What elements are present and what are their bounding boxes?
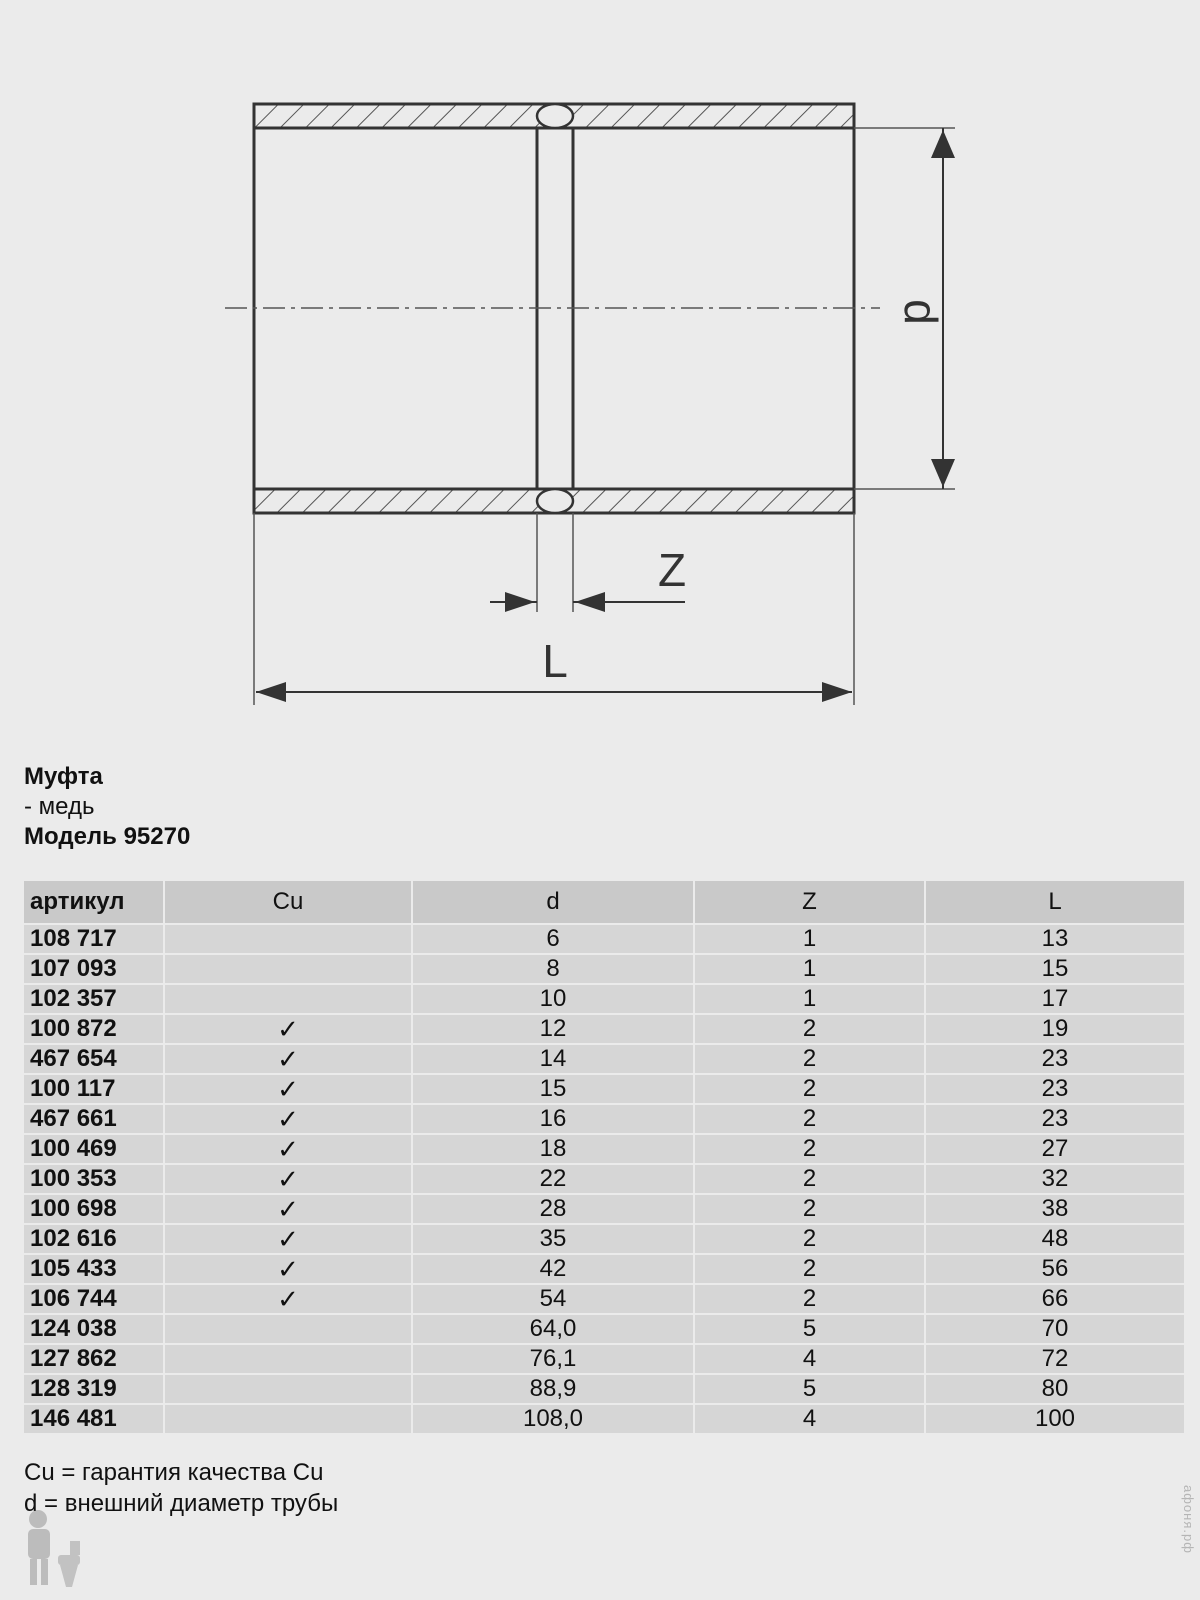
cell-l: 13 — [925, 924, 1184, 954]
cell-z: 2 — [694, 1224, 925, 1254]
table-row — [24, 1014, 1184, 1044]
cell-l: 23 — [925, 1104, 1184, 1134]
table-row — [24, 1254, 1184, 1284]
cell-article: 100 469 — [24, 1134, 164, 1164]
cell-d: 6 — [412, 924, 694, 954]
coupling-bottom-wall — [254, 489, 854, 513]
cell-d: 28 — [412, 1194, 694, 1224]
coupling-top-wall — [254, 104, 854, 128]
header-z: Z — [694, 881, 925, 924]
product-name: Муфта — [24, 763, 103, 790]
cell-cu — [164, 984, 412, 1014]
cell-z: 2 — [694, 1104, 925, 1134]
cell-l: 38 — [925, 1194, 1184, 1224]
table-row — [24, 1284, 1184, 1314]
cell-z: 2 — [694, 1164, 925, 1194]
cell-cu: ✓ — [164, 1134, 412, 1164]
table-header-row — [24, 881, 1184, 924]
table-row — [24, 984, 1184, 1014]
table-row — [24, 1224, 1184, 1254]
cell-z: 1 — [694, 954, 925, 984]
cell-cu — [164, 1314, 412, 1344]
label-d: d — [895, 299, 947, 325]
spec-table — [24, 881, 1184, 1435]
cell-l: 72 — [925, 1344, 1184, 1374]
cell-l: 27 — [925, 1134, 1184, 1164]
label-l: L — [542, 635, 568, 687]
product-material: - медь — [24, 793, 95, 820]
cell-d: 18 — [412, 1134, 694, 1164]
cell-article: 128 319 — [24, 1374, 164, 1404]
cell-d: 16 — [412, 1104, 694, 1134]
cell-cu: ✓ — [164, 1194, 412, 1224]
cell-d: 12 — [412, 1014, 694, 1044]
header-l: L — [925, 881, 1184, 924]
cell-article: 102 616 — [24, 1224, 164, 1254]
cell-article: 467 654 — [24, 1044, 164, 1074]
cell-article: 100 872 — [24, 1014, 164, 1044]
cell-cu: ✓ — [164, 1074, 412, 1104]
cell-article: 124 038 — [24, 1314, 164, 1344]
table-row — [24, 1164, 1184, 1194]
cell-l: 19 — [925, 1014, 1184, 1044]
header-article: артикул — [24, 881, 164, 924]
cell-l: 48 — [925, 1224, 1184, 1254]
cell-article: 100 353 — [24, 1164, 164, 1194]
cell-article: 106 744 — [24, 1284, 164, 1314]
dimension-z — [490, 513, 685, 612]
cell-l: 56 — [925, 1254, 1184, 1284]
label-z: Z — [657, 544, 687, 596]
table-row — [24, 1314, 1184, 1344]
table-row — [24, 1344, 1184, 1374]
cell-article: 105 433 — [24, 1254, 164, 1284]
cell-l: 23 — [925, 1044, 1184, 1074]
cell-article: 467 661 — [24, 1104, 164, 1134]
cell-article: 100 698 — [24, 1194, 164, 1224]
cell-d: 108,0 — [412, 1404, 694, 1434]
cell-cu: ✓ — [164, 1104, 412, 1134]
header-d: d — [412, 881, 694, 924]
table-row — [24, 1404, 1184, 1434]
cell-d: 14 — [412, 1044, 694, 1074]
cell-d: 10 — [412, 984, 694, 1014]
cell-l: 70 — [925, 1314, 1184, 1344]
cell-z: 2 — [694, 1044, 925, 1074]
cell-z: 2 — [694, 1254, 925, 1284]
cell-z: 2 — [694, 1194, 925, 1224]
table-row — [24, 1374, 1184, 1404]
cell-article: 107 093 — [24, 954, 164, 984]
cell-z: 4 — [694, 1344, 925, 1374]
cell-l: 66 — [925, 1284, 1184, 1314]
cell-z: 2 — [694, 1074, 925, 1104]
cell-cu: ✓ — [164, 1284, 412, 1314]
cell-z: 2 — [694, 1284, 925, 1314]
table-row — [24, 1074, 1184, 1104]
cell-cu — [164, 924, 412, 954]
cell-d: 54 — [412, 1284, 694, 1314]
side-watermark-text: афоня.рф — [1181, 1485, 1196, 1554]
cell-l: 17 — [925, 984, 1184, 1014]
header-cu: Cu — [164, 881, 412, 924]
table-row — [24, 1194, 1184, 1224]
cell-l: 80 — [925, 1374, 1184, 1404]
cell-cu — [164, 1374, 412, 1404]
cell-cu — [164, 1344, 412, 1374]
cell-z: 5 — [694, 1374, 925, 1404]
cell-cu: ✓ — [164, 1014, 412, 1044]
cell-cu: ✓ — [164, 1044, 412, 1074]
cell-cu — [164, 1404, 412, 1434]
cell-l: 23 — [925, 1074, 1184, 1104]
cell-cu: ✓ — [164, 1254, 412, 1284]
cell-d: 35 — [412, 1224, 694, 1254]
table-row — [24, 954, 1184, 984]
product-title-block — [24, 762, 190, 852]
cell-article: 108 717 — [24, 924, 164, 954]
cell-article: 127 862 — [24, 1344, 164, 1374]
cell-d: 76,1 — [412, 1344, 694, 1374]
cell-d: 64,0 — [412, 1314, 694, 1344]
cell-d: 8 — [412, 954, 694, 984]
cell-z: 4 — [694, 1404, 925, 1434]
cell-cu — [164, 954, 412, 984]
cell-l: 32 — [925, 1164, 1184, 1194]
table-row — [24, 1104, 1184, 1134]
cell-d: 88,9 — [412, 1374, 694, 1404]
cell-article: 146 481 — [24, 1404, 164, 1434]
coupling-drawing — [0, 0, 1200, 730]
note-d: d = внешний диаметр трубы — [24, 1490, 339, 1517]
cell-article: 100 117 — [24, 1074, 164, 1104]
cell-cu: ✓ — [164, 1164, 412, 1194]
cell-d: 15 — [412, 1074, 694, 1104]
cell-cu: ✓ — [164, 1224, 412, 1254]
cell-l: 100 — [925, 1404, 1184, 1434]
table-row — [24, 1134, 1184, 1164]
table-row — [24, 924, 1184, 954]
plumber-with-toilet-icon — [8, 1505, 88, 1595]
cell-z: 1 — [694, 924, 925, 954]
product-model: Модель 95270 — [24, 823, 191, 850]
note-cu: Cu = гарантия качества Cu — [24, 1459, 324, 1486]
cell-z: 1 — [694, 984, 925, 1014]
cell-article: 102 357 — [24, 984, 164, 1014]
cell-d: 42 — [412, 1254, 694, 1284]
table-body — [24, 924, 1184, 1434]
cell-z: 2 — [694, 1014, 925, 1044]
cell-z: 2 — [694, 1134, 925, 1164]
cell-l: 15 — [925, 954, 1184, 984]
cell-z: 5 — [694, 1314, 925, 1344]
table-row — [24, 1044, 1184, 1074]
cell-d: 22 — [412, 1164, 694, 1194]
